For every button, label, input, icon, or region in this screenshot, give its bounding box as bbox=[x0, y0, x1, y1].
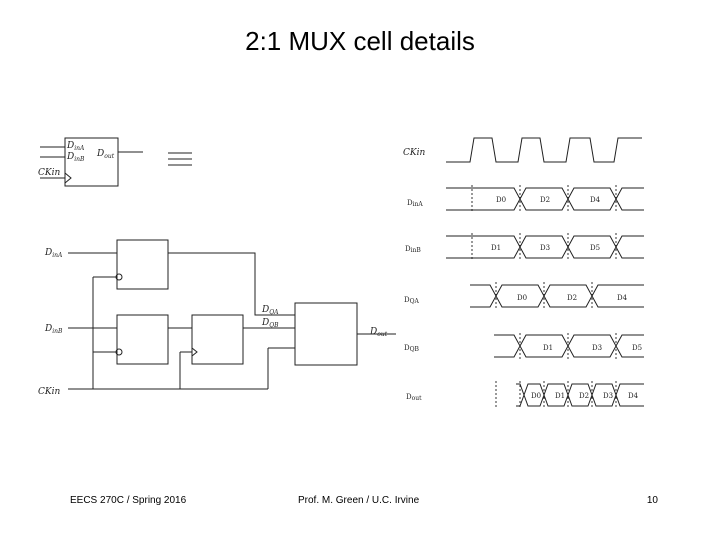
dqa-label: $D_{QA}$ bbox=[262, 305, 279, 316]
dqb-cell-2: D5 bbox=[632, 344, 643, 352]
timing-label-ckin: CKin bbox=[403, 148, 426, 158]
din-a-label: $D_{inA}$ bbox=[45, 248, 63, 259]
dout-cell-4: D4 bbox=[628, 392, 639, 400]
timing-label-dinb: DinB bbox=[405, 245, 421, 254]
timing-label-dina: DinA bbox=[407, 199, 423, 208]
output-mux-block bbox=[295, 303, 357, 365]
dinb-cell-1: D3 bbox=[540, 244, 551, 252]
dinb-cell-0: D1 bbox=[491, 244, 502, 252]
dqb-cell-1: D3 bbox=[592, 344, 603, 352]
symbol-in-a-label: $D_{inA}$ bbox=[67, 141, 85, 152]
dout-cell-0: D0 bbox=[531, 392, 542, 400]
dqa-cell-2: D4 bbox=[617, 294, 628, 302]
dout-cell-2: D2 bbox=[579, 392, 590, 400]
mux-symbol bbox=[38, 138, 192, 186]
symbol-out-label: $D_{out}$ bbox=[97, 149, 115, 160]
dqa-cell-1: D2 bbox=[567, 294, 578, 302]
timing-label-dout: Dout bbox=[406, 393, 422, 402]
dout-label: $D_{out}$ bbox=[370, 327, 388, 338]
ckin-label: CKin bbox=[38, 387, 61, 397]
dout-cell-3: D3 bbox=[603, 392, 614, 400]
mux-schematic bbox=[38, 240, 396, 397]
dina-cell-1: D2 bbox=[540, 196, 551, 204]
symbol-clock-label: CKin bbox=[38, 168, 61, 178]
dqb-cell-0: D1 bbox=[543, 344, 554, 352]
dina-cell-0: D0 bbox=[496, 196, 507, 204]
symbol-in-b-label: $D_{inB}$ bbox=[67, 152, 85, 163]
timing-diagram bbox=[403, 138, 644, 408]
ckin-waveform bbox=[446, 138, 642, 162]
din-b-label: $D_{inB}$ bbox=[45, 324, 63, 335]
slide-title: 2:1 MUX cell details bbox=[245, 26, 475, 56]
latch-b2 bbox=[192, 315, 243, 364]
footer-author: Prof. M. Green / U.C. Irvine bbox=[298, 495, 420, 506]
clock-triangle-icon bbox=[65, 173, 71, 183]
latch-a bbox=[117, 240, 168, 289]
page-number: 10 bbox=[646, 495, 658, 506]
latch-b1 bbox=[117, 315, 168, 364]
timing-label-dqa: DQA bbox=[404, 296, 419, 305]
dqb-label: $D_{QB}$ bbox=[262, 318, 279, 329]
dqa-cell-0: D0 bbox=[517, 294, 528, 302]
dinb-cell-2: D5 bbox=[590, 244, 601, 252]
timing-label-dqb: DQB bbox=[404, 344, 419, 353]
footer-course: EECS 270C / Spring 2016 bbox=[70, 495, 187, 506]
clock-triangle-b2-icon bbox=[192, 348, 197, 356]
dina-cell-2: D4 bbox=[590, 196, 601, 204]
dout-cell-1: D1 bbox=[555, 392, 566, 400]
